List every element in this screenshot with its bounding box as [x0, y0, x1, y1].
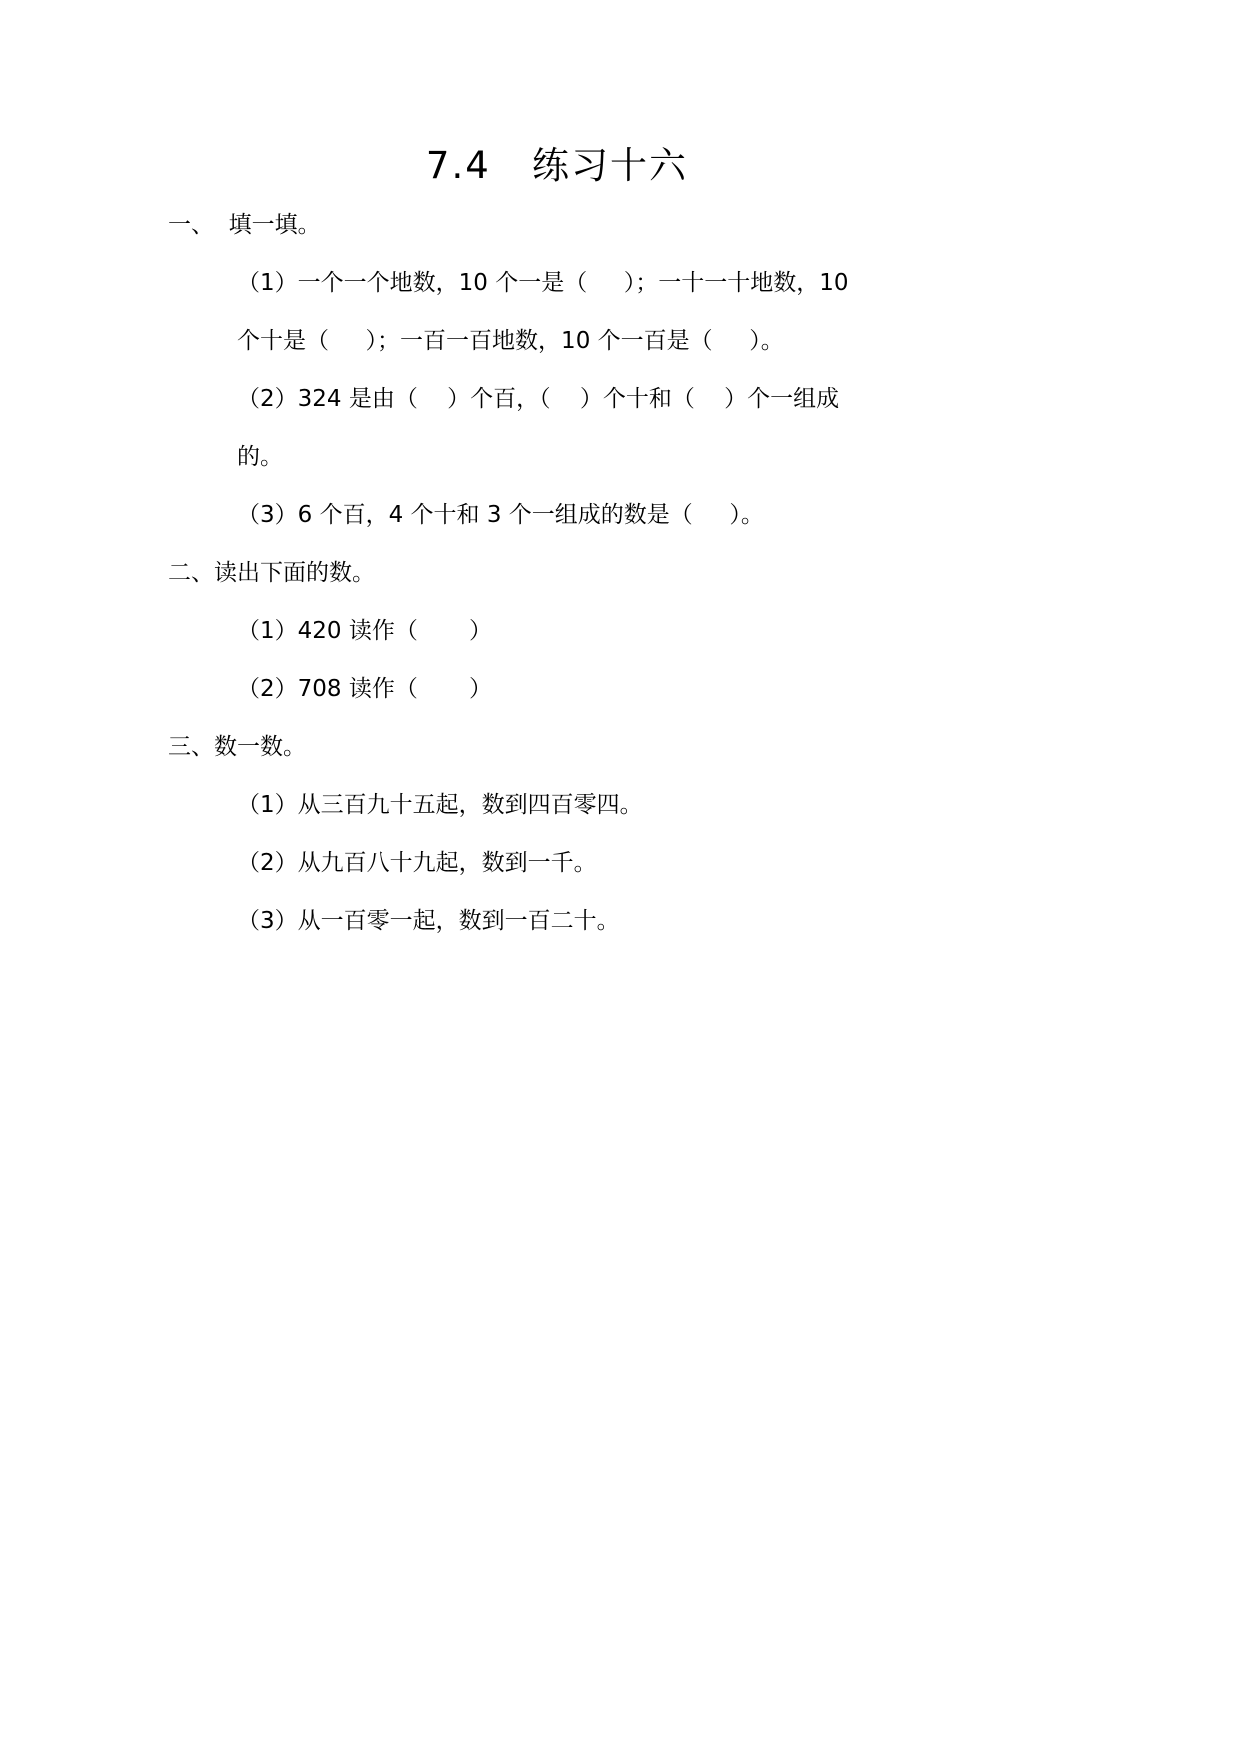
question-1-line-2: 个十是（ ）；一百一百地数，10 个一百是（ ）。	[237, 328, 784, 354]
count-task-3: （3）从一百零一起，数到一百二十。	[237, 908, 620, 934]
question-2-line-2: 的。	[237, 444, 283, 470]
section-1-heading: 一、 填一填。	[168, 212, 321, 238]
count-task-2: （2）从九百八十九起，数到一千。	[237, 850, 597, 876]
question-2-line-1: （2）324 是由（ ）个百，（ ）个十和（ ）个一组成	[237, 386, 840, 412]
question-1-line-1: （1）一个一个地数，10 个一是（ ）；一十一十地数，10	[237, 270, 849, 296]
question-3-line: （3）6 个百，4 个十和 3 个一组成的数是（ ）。	[237, 502, 764, 528]
read-number-2: （2）708 读作（ ）	[237, 676, 493, 702]
section-3-heading: 三、数一数。	[168, 734, 306, 760]
count-task-1: （1）从三百九十五起，数到四百零四。	[237, 792, 643, 818]
page-title: 7.4 练习十六	[425, 144, 689, 187]
read-number-1: （1）420 读作（ ）	[237, 618, 493, 644]
section-2-heading: 二、读出下面的数。	[168, 560, 375, 586]
